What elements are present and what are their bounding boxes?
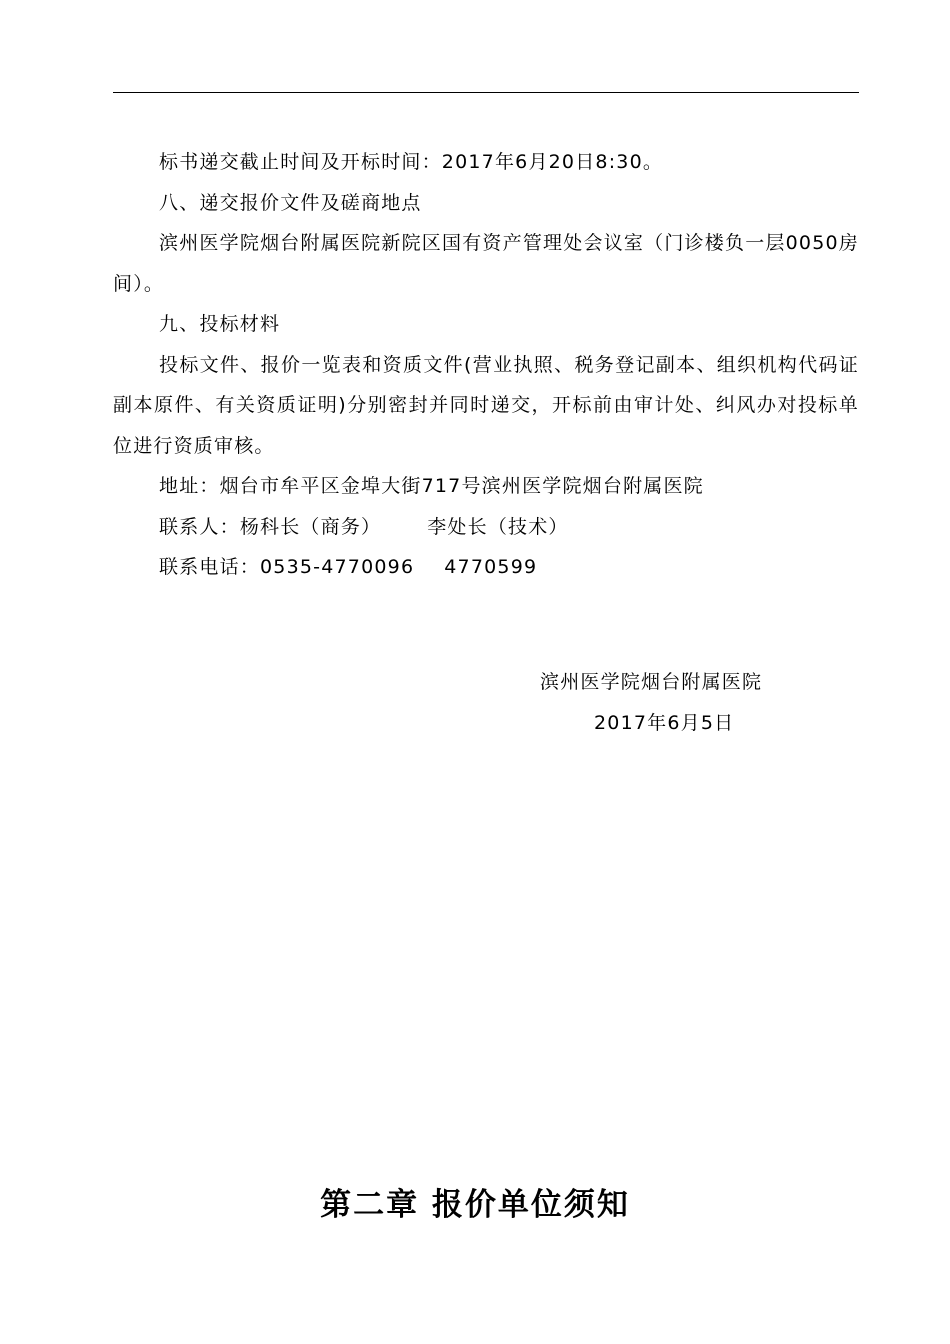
submission-location-paragraph: 滨州医学院烟台附属医院新院区国有资产管理处会议室（门诊楼负一层0050房间）。 — [113, 232, 859, 295]
signature-organization: 滨州医学院烟台附属医院 — [540, 671, 763, 693]
contacts-label: 联系人： — [159, 515, 240, 538]
phone-number-1: 0535-4770096 — [260, 556, 415, 578]
phone-line — [113, 547, 859, 588]
header-rule — [113, 92, 859, 93]
contact-person-1: 杨科长（商务） — [239, 515, 382, 538]
phone-label: 联系电话： — [159, 556, 261, 578]
chapter-title: 第二章 报价单位须知 — [320, 1187, 630, 1223]
bid-materials-paragraph: 投标文件、报价一览表和资质文件(营业执照、税务登记副本、组织机构代码证副本原件、有关资质证明)分别密封并同时递交，开标前由审计处、纠风办对投标单位进行资质审核。 — [113, 353, 859, 457]
signature-block — [540, 662, 800, 743]
signature-date: 2017年6月5日 — [594, 711, 735, 734]
section-heading-bid-materials: 九、投标材料 — [159, 313, 281, 335]
phone-number-2: 4770599 — [444, 556, 538, 578]
section-heading-submission-location: 八、递交报价文件及磋商地点 — [159, 191, 422, 214]
contacts-line — [113, 507, 859, 548]
bid-deadline-paragraph: 标书递交截止时间及开标时间：2017年6月20日8:30。 — [159, 151, 664, 173]
contact-person-2: 李处长（技术） — [427, 515, 569, 538]
address-paragraph: 地址：烟台市牟平区金埠大街717号滨州医学院烟台附属医院 — [159, 475, 704, 497]
document-body — [113, 142, 859, 588]
